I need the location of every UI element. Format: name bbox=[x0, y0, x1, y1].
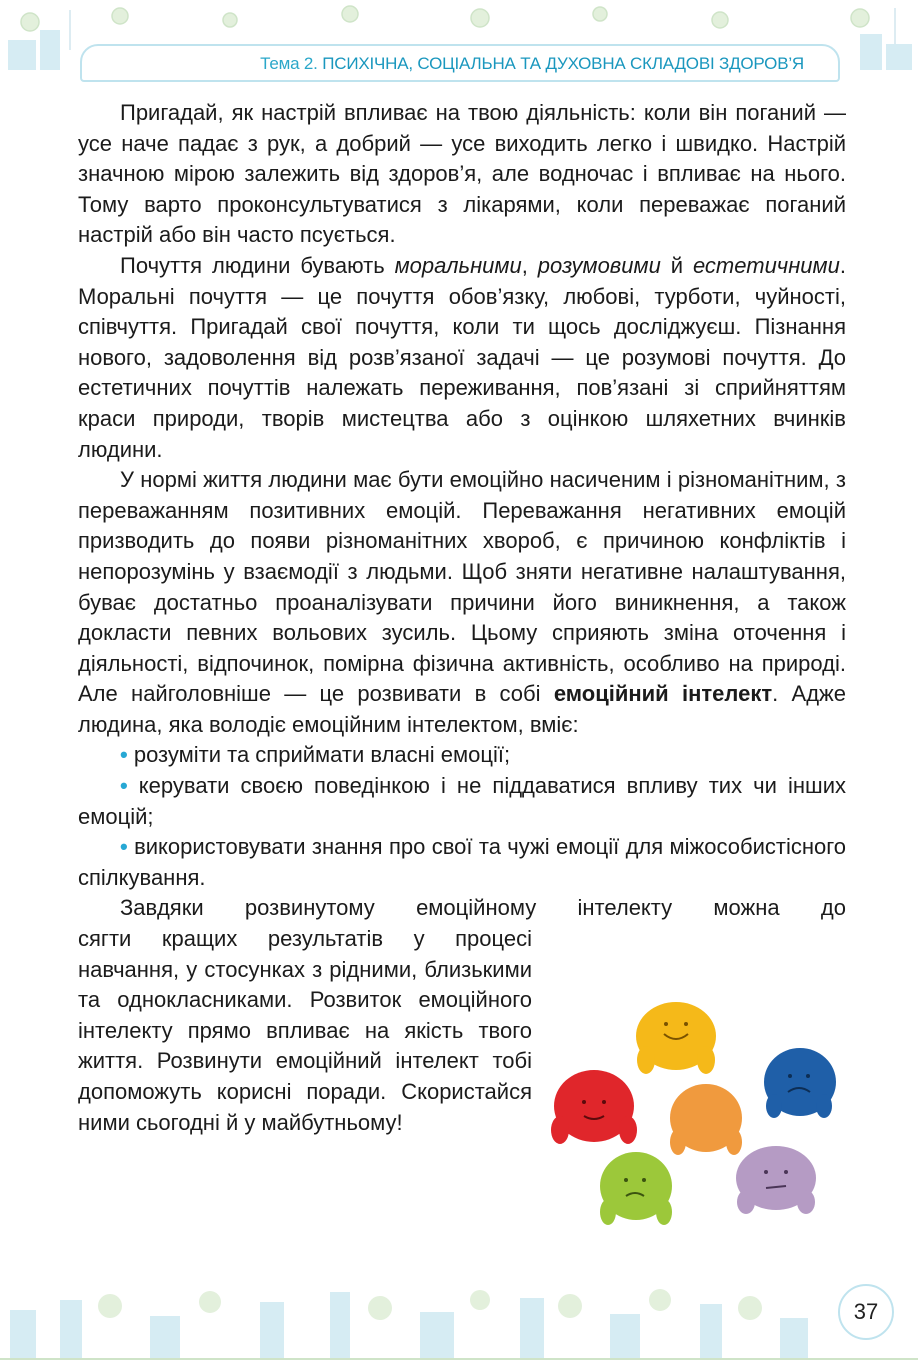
header-topic: Тема 2. bbox=[260, 54, 318, 73]
chapter-header bbox=[80, 44, 840, 82]
bullet-icon: • bbox=[120, 742, 128, 768]
city-illustration-bottom bbox=[0, 1272, 918, 1360]
paragraph-mood: Пригадай, як настрій впливає на твою діяльність: коли він поганий — усе наче падає з рук, а добрий — усе виходить легко і швидко. Настрій значною мірою залежить від здоров’я, але водночас і впливає на нього. Тому варто проконсультуватися з лікарями, коли переважає поганий настрій або він часто псується. bbox=[78, 100, 846, 248]
list-item bbox=[78, 832, 846, 893]
list-item-text: використовувати знання про свої та чужі емоції для міжособистісного спілкування. bbox=[78, 834, 846, 890]
header-text bbox=[260, 54, 804, 74]
separator-1: , bbox=[521, 252, 538, 278]
emotion-blobs-image bbox=[540, 990, 840, 1240]
paragraph-feelings bbox=[78, 251, 846, 465]
page-number: 37 bbox=[838, 1284, 894, 1340]
paragraph-feelings-rest: . Моральні почуття — це почуття обов’язку, любові, турботи, чуйності, співчуття. Пригадай свої почуття, коли ти щось досліджуєш. Пізнання нового, задоволення від розв’язаної задачі — це розумові почуття. До естетичних почуттів належать переживання, пов’язані зі сприйняттям краси природи, творів мистецтва або з оцінкою шляхетних вчинків людини. bbox=[78, 252, 846, 462]
green-worried-blob bbox=[600, 1152, 672, 1225]
term-moral: моральними bbox=[394, 252, 522, 278]
term-intellectual: розумовими bbox=[537, 252, 661, 278]
list-item-text: розуміти та сприймати власні емоції; bbox=[133, 742, 511, 768]
paragraph-benefits: сягти кращих результатів у процесі навчання, у стосунках з рідними, близькими та однокласниками. Розвиток емоційного інтелекту прямо впливає на якість твого життя. Розвинути емоційний інтелект тобі допоможуть корисні поради. Скористайся ними сьогодні й у майбутньому! bbox=[78, 926, 532, 1135]
term-emotional-intelligence: емоційний інтелект bbox=[553, 681, 773, 707]
header-title: ПСИХІЧНА, СОЦІАЛЬНА ТА ДУХОВНА СКЛАДОВІ ЗДОРОВ’Я bbox=[322, 54, 804, 73]
list-item bbox=[78, 740, 846, 771]
paragraph-norm-end: . Адже людина, яка володіє емоційним інтелектом, вміє: bbox=[78, 681, 846, 737]
purple-confused-blob bbox=[736, 1146, 816, 1214]
red-angry-blob bbox=[551, 1070, 637, 1144]
bullet-icon: • bbox=[120, 773, 128, 799]
yellow-happy-blob bbox=[636, 1002, 716, 1074]
separator-2: й bbox=[660, 252, 693, 278]
paragraph-feelings-start: Почуття людини бувають bbox=[120, 252, 395, 278]
paragraph-norm-start: У нормі життя людини має бути емоційно насиченим і різноманітним, з переважанням позитивних емоцій. Переважання негативних емоцій призводить до появи різноманітних хвороб, є причиною конфліктів і непорозумінь у взаємодії з людьми. Щоб зняти негативне налаштування, буває достатньо проаналізувати причини його виникнення, а також докласти певних вольових зусиль. Цьому сприяють зміна оточення і діяльності, відпочинок, помірна фізична активність, особливо на природі. Але найголовніше — це розвивати в собі bbox=[78, 467, 846, 707]
term-aesthetic: естетичними bbox=[692, 252, 840, 278]
paragraph-emotional-norm bbox=[78, 465, 846, 740]
blue-sad-blob bbox=[764, 1048, 836, 1118]
list-item bbox=[78, 771, 846, 832]
emotion-blobs-illustration bbox=[540, 990, 840, 1240]
list-item-text: керувати своєю поведінкою і не піддаватися впливу тих чи інших емоцій; bbox=[78, 773, 846, 829]
paragraph-benefits-lead: Завдяки розвинутому емоційному інтелекту можна до bbox=[120, 895, 846, 921]
page-content bbox=[78, 98, 846, 1138]
orange-calm-blob bbox=[670, 1084, 742, 1155]
decorative-bottom-border bbox=[0, 1272, 918, 1360]
bullet-icon: • bbox=[120, 834, 128, 860]
